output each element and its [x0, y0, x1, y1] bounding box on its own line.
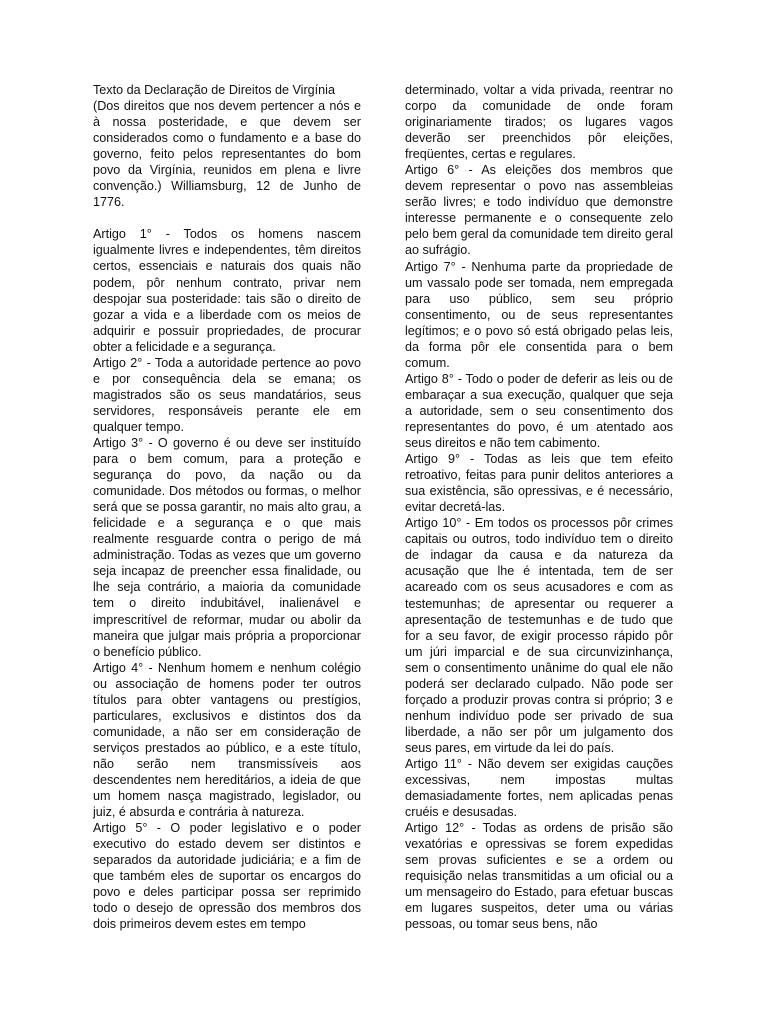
article-10: Artigo 10° - Em todos os processos pôr crimes capitais ou outros, todo indivíduo tem o direito de indagar da causa e da natureza da acusação que lhe é intentada, tem de ser acareado com os seus acusadores e com as testemunhas; de apresentar ou requerer a apresentação de testemunhas e de tudo que for a seu favor, de exigir processo rápido pôr um júri imparcial e de sua circunvizinhança, sem o consentimento unânime do qual ele não poderá ser declarado culpado. Não pode ser forçado a produzir provas contra si próprio; 3 e nenhum indivíduo pode ser privado de sua liberdade, a não ser pôr um julgamento dos seus pares, em virtude da lei do país.: [405, 516, 673, 755]
left-column: [93, 82, 361, 932]
document-intro: (Dos direitos que nos devem pertencer a nós e à nossa posteridade, e que devem ser considerados como o fundamento e a base do governo, feito pelos representantes do bom povo da Virgínia, reunidos em plena e livre convenção.) Williamsburg, 12 de Junho de 1776.: [93, 99, 361, 210]
article-6: Artigo 6° - As eleições dos membros que devem representar o povo nas assembleias serão livres; e todo indivíduo que demonstre interesse permanente e o consequente zelo pelo bem geral da comunidade tem direito geral ao sufrágio.: [405, 163, 673, 258]
document-title: Texto da Declaração de Direitos de Virgínia: [93, 83, 335, 97]
paragraph-gap: [93, 210, 361, 226]
article-2: Artigo 2° - Toda a autoridade pertence ao povo e por consequência dela se emana; os magistrados são os seus mandatários, seus servidores, responsáveis perante ele em qualquer tempo.: [93, 355, 361, 434]
article-11: Artigo 11° - Não devem ser exigidas cauções excessivas, nem impostas multas demasiadamente fortes, nem aplicadas penas cruéis e desusadas.: [405, 756, 673, 820]
article-9: Artigo 9° - Todas as leis que tem efeito retroativo, feitas para punir delitos anteriores a sua existência, são opressivas, e é necessário, evitar decretá-las.: [405, 452, 673, 515]
right-column: [405, 82, 673, 932]
article-3: Artigo 3° - O governo é ou deve ser instituído para o bem comum, para a proteção e segurança do povo, da nação ou da comunidade. Dos métodos ou formas, o melhor será que se possa garantir, no mais alto grau, a felicidade e a segurança e o que mais realmente resguarde contra o perigo de má administração. Todas as vezes que um governo seja incapaz de preencher essa finalidade, ou lhe seja contrário, a maioria da comunidade tem o direito indubitável, inalienável e imprescritível de reformar, mudar ou abolir da maneira que julgar mais própria a proporcionar o benefício público.: [93, 435, 361, 659]
article-8: Artigo 8° - Todo o poder de deferir as leis ou de embaraçar a sua execução, qualquer que seja a autoridade, sem o seu consentimento dos representantes do povo, é um atentado aos seus direitos e não tem cabimento.: [405, 371, 673, 451]
article-5: Artigo 5° - O poder legislativo e o poder executivo do estado devem ser distintos e separados da autoridade judiciária; e a fim de que também eles de suportar os encargos do povo e deles participar possa ser reprimido todo o desejo de opressão dos membros dos dois primeiros devem estes em tempo: [93, 821, 361, 932]
article-1: Artigo 1° - Todos os homens nascem igualmente livres e independentes, têm direitos certos, essenciais e naturais dos quais não podem, pôr nenhum contrato, privar nem despojar sua posteridade: tais são o direito de gozar a vida e a liberdade com os meios de adquirir e possuir propriedades, de procurar obter a felicidade e a segurança.: [93, 227, 361, 354]
article-7: Artigo 7° - Nenhuma parte da propriedade de um vassalo pode ser tomada, nem empregada para uso público, sem seu próprio consentimento, ou de seus representantes legítimos; e o povo só está obrigado pelas leis, da forma pôr ele consentida para o bem comum.: [405, 259, 673, 370]
article-12: Artigo 12° - Todas as ordens de prisão são vexatórias e opressivas se forem expedidas sem provas suficientes e se a ordem ou requisição nelas transmitidas a um oficial ou a um mensageiro do Estado, para efetuar buscas em lugares suspeitos, deter uma ou várias pessoas, ou tomar seus bens, não: [405, 821, 673, 932]
article-5-continued: determinado, voltar a vida privada, reentrar no corpo da comunidade de onde foram originariamente tirados; os lugares vagos deverão ser preenchidos pôr eleições, freqüentes, certas e regulares.: [405, 83, 673, 162]
article-4: Artigo 4° - Nenhum homem e nenhum colégio ou associação de homens poder ter outros títulos para obter vantagens ou prestígios, particulares, exclusivos e distintos dos da comunidade, a não ser em consideração de serviços prestados ao público, e a este título, não serão nem transmissíveis aos descendentes nem hereditários, a ideia de que um homem nasça magistrado, legislador, ou juiz, é absurda e contrária à natureza.: [93, 660, 361, 820]
